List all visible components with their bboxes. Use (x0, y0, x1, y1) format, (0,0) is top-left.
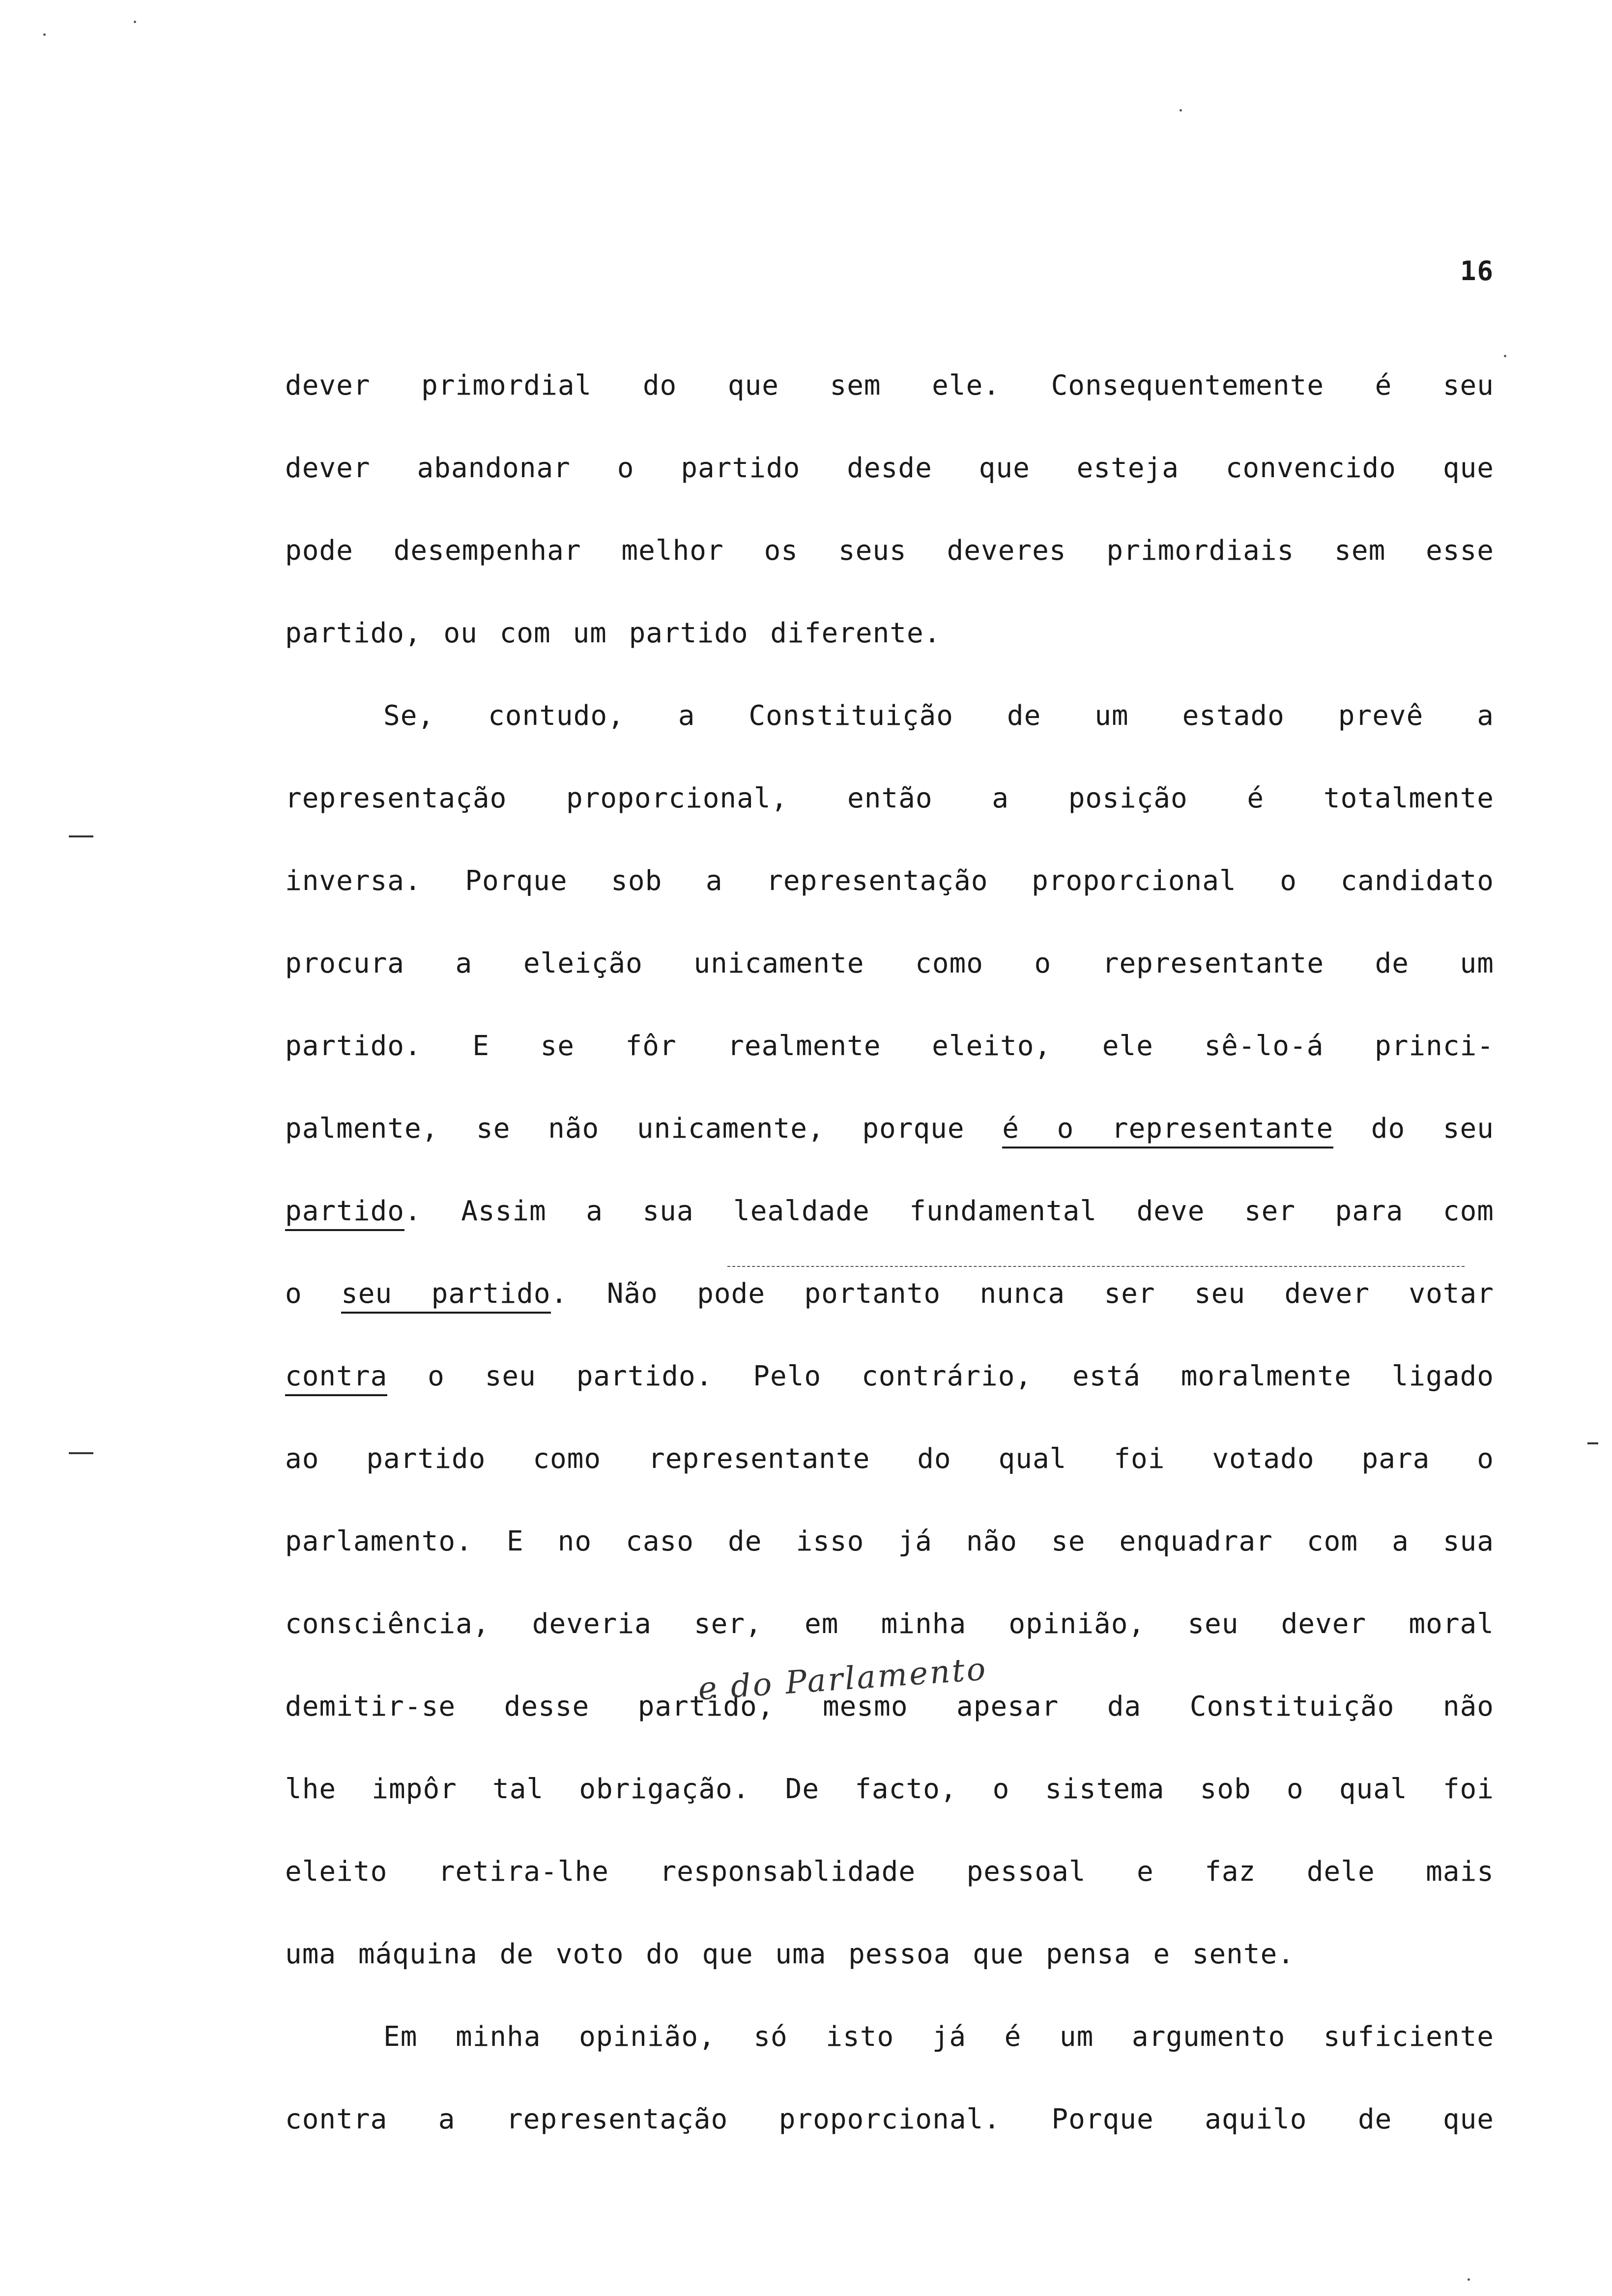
scan-speck (1180, 109, 1182, 112)
text-fragment: . Assim a sua lealdade fundamental deve ser para com (404, 1195, 1494, 1227)
text-line-4: partido, ou com um partido diferente. (285, 617, 941, 649)
scan-speck (43, 33, 46, 36)
text-line-5: Se, contudo, a Constituição de um estado prevê a (383, 700, 1494, 732)
text-line-10 (285, 1112, 1494, 1194)
text-line-13 (285, 1359, 1494, 1442)
text-line-1: dever primordial do que sem ele. Consequentemente é seu (285, 370, 1494, 402)
underlined-phrase: é o representante (1002, 1113, 1333, 1148)
text-line-12 (285, 1277, 1494, 1359)
underlined-phrase: partido (285, 1195, 404, 1231)
text-line-2: dever abandonar o partido desde que esteja convencido que (285, 452, 1494, 484)
margin-mark (69, 1452, 93, 1454)
text-line-14: ao partido como representante do qual foi votado para o (285, 1443, 1494, 1475)
margin-mark (1587, 1442, 1598, 1444)
text-line-3: pode desempenhar melhor os seus deveres primordiais sem esse (285, 535, 1494, 567)
underlined-phrase: seu partido (341, 1278, 551, 1314)
text-line-9: partido. E se fôr realmente eleito, ele sê-lo-á princi- (285, 1030, 1494, 1062)
handwritten-annotation: e do Parlamento (697, 1651, 989, 1708)
body-text (285, 369, 1494, 2185)
text-fragment: o (285, 1278, 342, 1310)
text-line-18: lhe impôr tal obrigação. De facto, o sistema sob o qual foi (285, 1773, 1494, 1805)
text-line-20: uma máquina de voto do que uma pessoa que pensa e sente. (285, 1938, 1295, 1970)
text-line-6: representação proporcional, então a posição é totalmente (285, 782, 1494, 814)
text-line-19: eleito retira-lhe responsablidade pessoal e faz dele mais (285, 1856, 1494, 1888)
scan-speck (1468, 2278, 1470, 2281)
text-fragment: palmente, se não unicamente, porque (285, 1113, 1003, 1145)
margin-mark (69, 835, 93, 837)
underlined-phrase: contra (285, 1360, 387, 1396)
scan-speck (1504, 355, 1506, 357)
scan-speck (134, 21, 136, 23)
text-fragment: o seu partido. Pelo contrário, está moralmente ligado (387, 1360, 1494, 1392)
text-line-15: parlamento. E no caso de isso já não se enquadrar com a sua (285, 1525, 1494, 1557)
text-line-17: demitir-se desse partido, mesmo apesar da Constituição não (285, 1691, 1494, 1722)
text-fragment: . Não pode portanto nunca ser seu dever votar (550, 1278, 1494, 1310)
text-line-22: contra a representação proporcional. Porque aquilo de que (285, 2103, 1494, 2135)
text-line-7: inversa. Porque sob a representação proporcional o candidato (285, 865, 1494, 897)
dotted-underline-stroke (727, 1266, 1465, 1267)
text-line-11 (285, 1194, 1494, 1277)
text-line-16: consciência, deveria ser, em minha opinião, seu dever moral (285, 1608, 1494, 1640)
text-line-8: procura a eleição unicamente como o representante de um (285, 947, 1494, 979)
page-number: 16 (1460, 256, 1494, 287)
text-line-21: Em minha opinião, só isto já é um argumento suficiente (383, 2021, 1494, 2053)
text-fragment: do seu (1333, 1113, 1494, 1145)
